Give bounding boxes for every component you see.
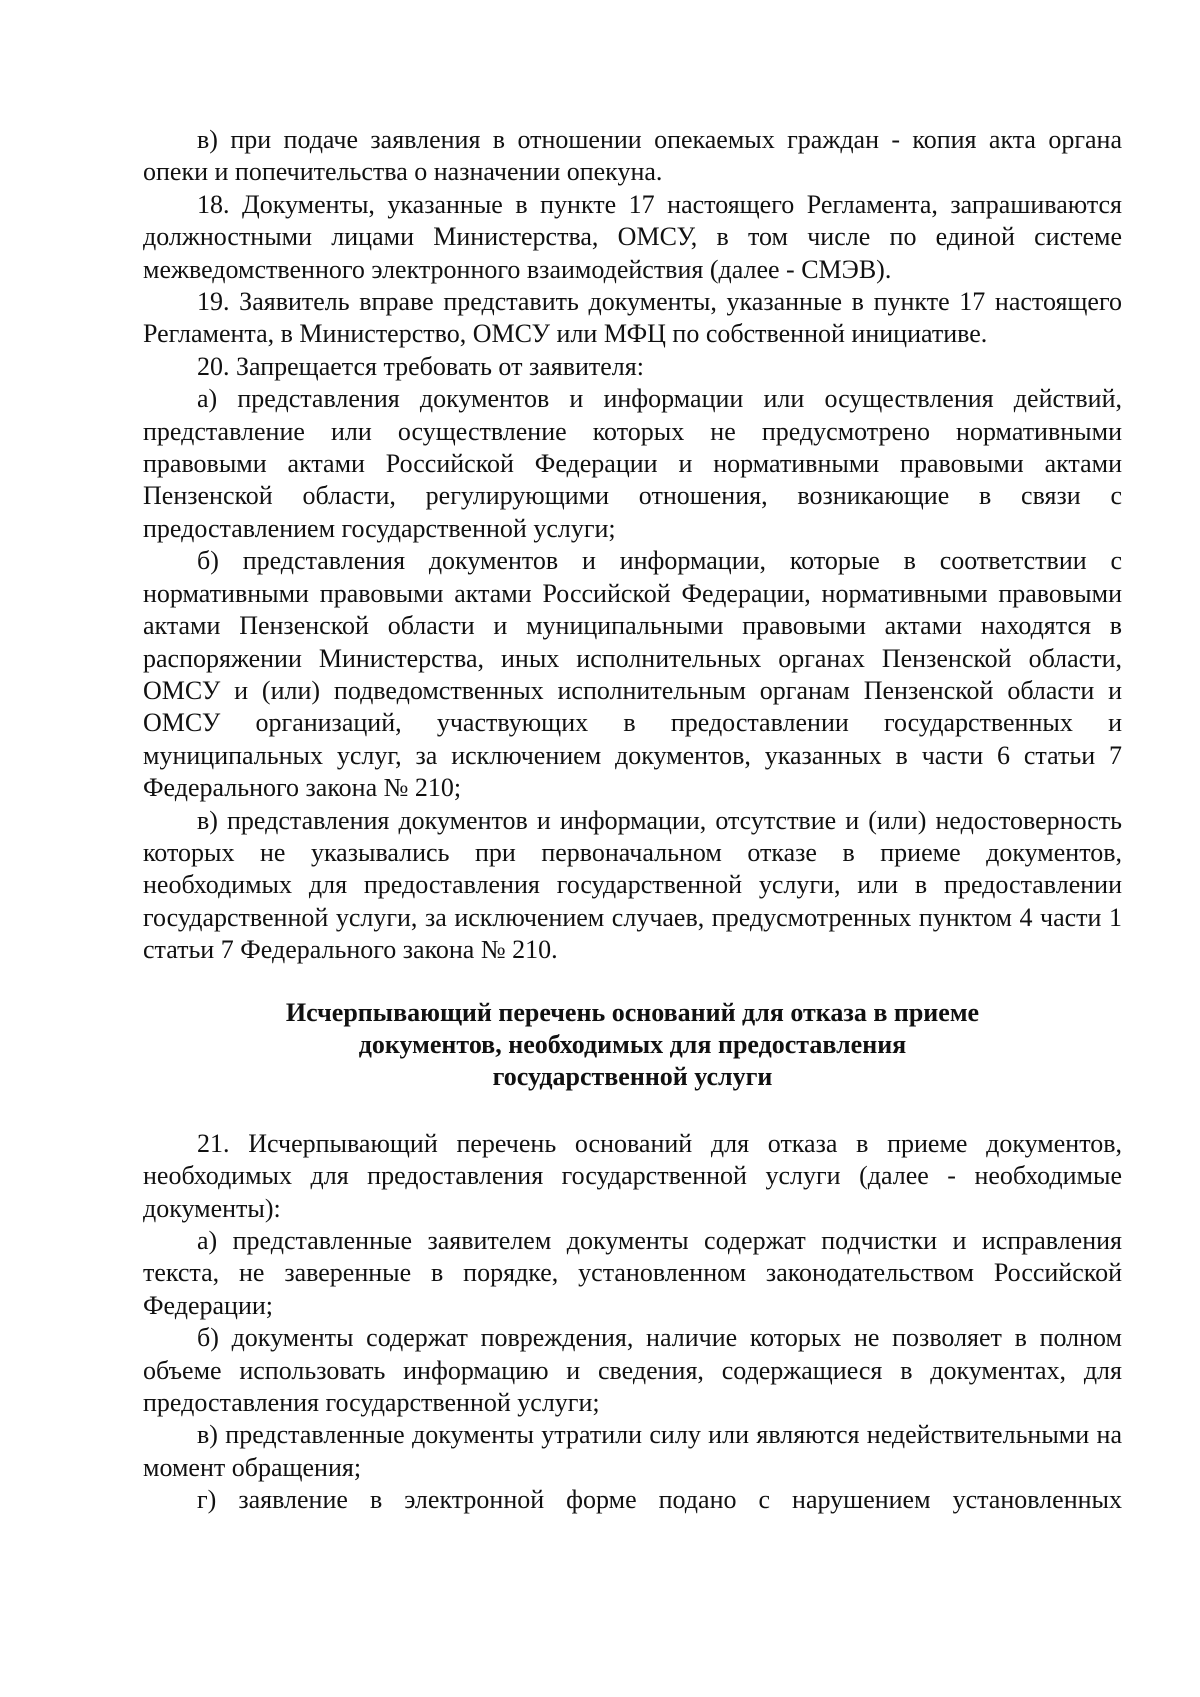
paragraph-20: 20. Запрещается требовать от заявителя: xyxy=(197,351,644,381)
paragraph-21: 21. Исчерпывающий перечень оснований для отказа в приеме документов, необходимых для предоставления государственной услуги (далее - необходимые документы): xyxy=(143,1128,1122,1223)
paragraph-20-a: а) представления документов и информации или осуществления действий, представление или осуществление которых не предусмотрено нормативными правовыми актами Российской Федерации и нормативными правовыми актами Пензенской области, регулирующими отношения, возникающие в связи с предоставлением государственной услуги; xyxy=(143,384,1122,543)
paragraph-21-a: а) представленные заявителем документы содержат подчистки и исправления текста, не заверенные в порядке, установленном законодательством Российской Федерации; xyxy=(143,1226,1122,1320)
document-page xyxy=(143,124,1122,1517)
section-heading-line-3: государственной услуги xyxy=(492,1062,773,1092)
section-heading-line-2: документов, необходимых для предоставления xyxy=(358,1029,907,1059)
paragraph-21-b: б) документы содержат повреждения, наличие которых не позволяет в полном объеме использовать информацию и сведения, содержащиеся в документах, для предоставления государственной услуги; xyxy=(143,1323,1122,1418)
paragraph-20-b: б) представления документов и информации, которые в соответствии с нормативными правовыми актами Российской Федерации, нормативными правовыми актами Пензенской области и муниципальными правовыми актами находятся в распоряжении Министерства, иных исполнительных органах Пензенской области, ОМСУ и (или) подведомственных исполнительным органам Пензенской области и ОМСУ организаций, участвующих в предоставлении государственных и муниципальных услуг, за исключением документов, указанных в части 6 статьи 7 Федерального закона № 210; xyxy=(143,546,1122,803)
section-heading xyxy=(143,997,1122,1094)
paragraph-opeka-act: в) при подаче заявления в отношении опекаемых граждан - копия акта органа опеки и попечительства о назначении опекуна. xyxy=(143,125,1122,187)
paragraph-21-g: г) заявление в электронной форме подано с нарушением установленных xyxy=(197,1485,1122,1515)
paragraph-19: 19. Заявитель вправе представить документы, указанные в пункте 17 настоящего Регламента, в Министерство, ОМСУ или МФЦ по собственной инициативе. xyxy=(143,287,1122,349)
paragraph-18: 18. Документы, указанные в пункте 17 настоящего Регламента, запрашиваются должностными лицами Министерства, ОМСУ, в том числе по единой системе межведомственного электронного взаимодействия (далее - СМЭВ). xyxy=(143,189,1122,284)
paragraph-20-v: в) представления документов и информации, отсутствие и (или) недостоверность которых не указывались при первоначальном отказе в приеме документов, необходимых для предоставления государственной услуги, или в предоставлении государственной услуги, за исключением случаев, предусмотренных пунктом 4 части 1 статьи 7 Федерального закона № 210. xyxy=(143,805,1122,965)
paragraph-21-v: в) представленные документы утратили силу или являются недействительными на момент обращения; xyxy=(143,1420,1122,1482)
section-heading-line-1: Исчерпывающий перечень оснований для отказа в приеме xyxy=(285,997,980,1027)
